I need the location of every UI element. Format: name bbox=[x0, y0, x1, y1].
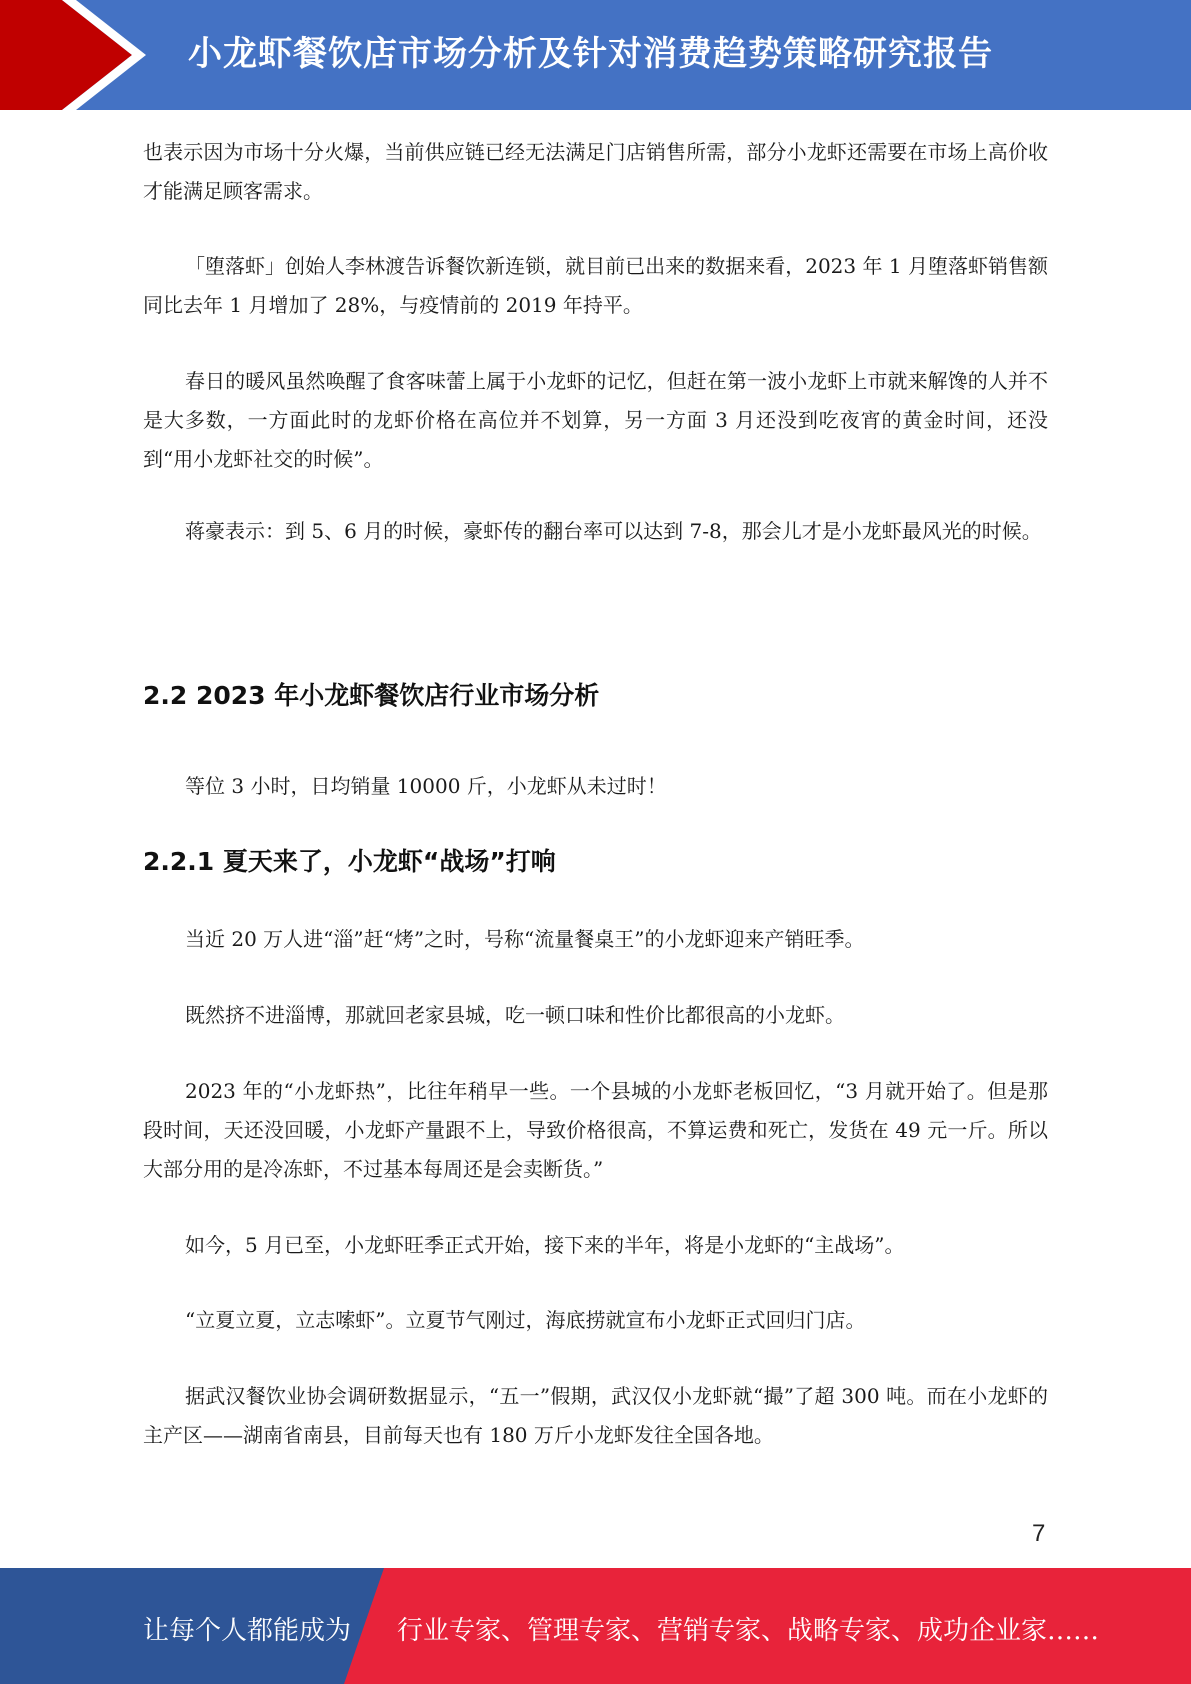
report-title: 小龙虾餐饮店市场分析及针对消费趋势策略研究报告 bbox=[188, 34, 993, 74]
footer-slogan-right: 行业专家、管理专家、营销专家、战略专家、成功企业家…… bbox=[397, 1616, 1100, 1646]
paragraph: 春日的暖风虽然唤醒了食客味蕾上属于小龙虾的记忆，但赶在第一波小龙虾上市就来解馋的人并不是大多数，一方面此时的龙虾价格在高位并不划算，另一方面 3 月还没到吃夜宵的黄金时间，还没到“用小龙虾社交的时候”。 bbox=[143, 369, 1048, 471]
subsection-heading: 2.2.1 夏天来了，小龙虾“战场”打响 bbox=[143, 847, 556, 876]
section-heading: 2.2 2023 年小龙虾餐饮店行业市场分析 bbox=[143, 681, 600, 710]
paragraph: 2023 年的“小龙虾热”，比往年稍早一些。一个县城的小龙虾老板回忆，“3 月就开始了。但是那段时间，天还没回暖，小龙虾产量跟不上，导致价格很高，不算运费和死亡，发货在 49 元一斤。所以大部分用的是冷冻虾，不过基本每周还是会卖断货。” bbox=[143, 1079, 1048, 1181]
paragraph: 如今，5 月已至，小龙虾旺季正式开始，接下来的半年，将是小龙虾的“主战场”。 bbox=[185, 1233, 905, 1257]
header-banner bbox=[0, 0, 1191, 110]
paragraph: 据武汉餐饮业协会调研数据显示，“五一”假期，武汉仅小龙虾就“撮”了超 300 吨。而在小龙虾的主产区——湖南省南县，目前每天也有 180 万斤小龙虾发往全国各地。 bbox=[143, 1384, 1048, 1447]
paragraph: 既然挤不进淄博，那就回老家县城，吃一顿口味和性价比都很高的小龙虾。 bbox=[185, 1003, 845, 1027]
paragraph: 「堕落虾」创始人李林渡告诉餐饮新连锁，就目前已出来的数据来看，2023 年 1 月堕落虾销售额同比去年 1 月增加了 28%，与疫情前的 2019 年持平。 bbox=[143, 254, 1048, 317]
paragraph: 等位 3 小时，日均销量 10000 斤，小龙虾从未过时！ bbox=[185, 774, 667, 798]
paragraph: 也表示因为市场十分火爆，当前供应链已经无法满足门店销售所需，部分小龙虾还需要在市场上高价收才能满足顾客需求。 bbox=[143, 140, 1048, 203]
page-number: 7 bbox=[1032, 1520, 1046, 1547]
paragraph: 当近 20 万人进“淄”赶“烤”之时，号称“流量餐桌王”的小龙虾迎来产销旺季。 bbox=[185, 927, 865, 951]
paragraph: 蒋豪表示：到 5、6 月的时候，豪虾传的翻台率可以达到 7-8，那会儿才是小龙虾最风光的时候。 bbox=[185, 519, 1042, 543]
paragraph: “立夏立夏，立志嗦虾”。立夏节气刚过，海底捞就宣布小龙虾正式回归门店。 bbox=[185, 1308, 866, 1332]
footer-slogan-left: 让每个人都能成为 bbox=[143, 1616, 352, 1646]
footer-banner bbox=[0, 1568, 1191, 1684]
